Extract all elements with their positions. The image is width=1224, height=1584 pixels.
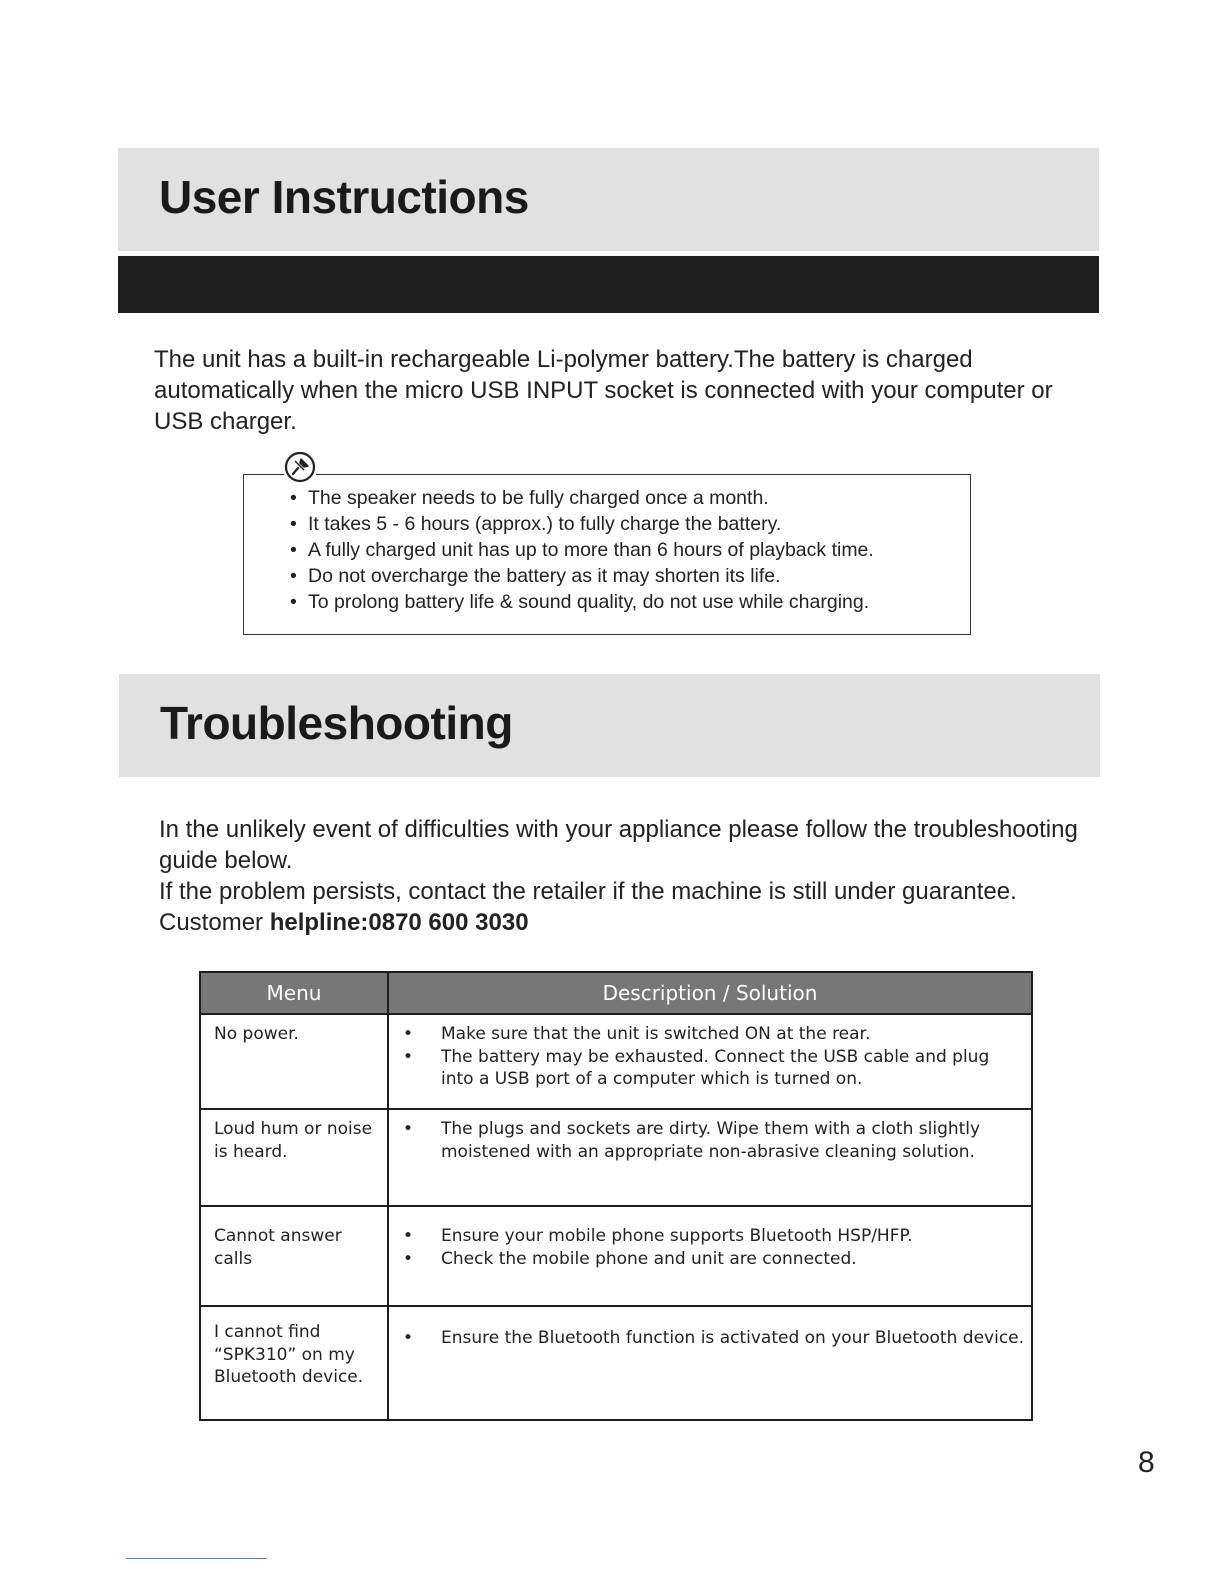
- pin-note-icon: [284, 451, 316, 483]
- intro-line-1: In the unlikely event of difficulties with your appliance please follow the troubleshooting guide below.: [159, 816, 1078, 874]
- table-row: [200, 1206, 1032, 1306]
- row-solution-cell: • Make sure that the unit is switched ON at the rear. • The battery may be exhausted. Connect the USB cable and plug into a USB port of a computer which is turned on.: [388, 1014, 1032, 1109]
- note-item: • Do not overcharge the battery as it may shorten its life.: [290, 565, 781, 587]
- row-menu-cell: Loud hum or noise is heard.: [200, 1109, 388, 1206]
- helpline-line: Customer helpline:0870 600 3030: [159, 909, 529, 936]
- page-number: 8: [1138, 1446, 1155, 1479]
- table-row: [200, 1014, 1032, 1109]
- note-item: • A fully charged unit has up to more than 6 hours of playback time.: [290, 539, 874, 561]
- troubleshooting-title: Troubleshooting: [160, 697, 513, 749]
- row-menu-cell: No power.: [200, 1014, 388, 1109]
- intro-line-2: If the problem persists, contact the retailer if the machine is still under guarantee.: [159, 878, 1017, 905]
- troubleshooting-intro: [159, 814, 1119, 938]
- troubleshooting-header: [119, 674, 1100, 777]
- header-description: Description / Solution: [388, 972, 1032, 1014]
- helpline-number: helpline:0870 600 3030: [269, 909, 529, 936]
- notes-list: [290, 485, 874, 615]
- user-instructions-header: [118, 148, 1099, 251]
- battery-paragraph: The unit has a built-in rechargeable Li-polymer battery.The battery is charged automatically when the micro USB INPUT socket is connected with your computer or USB charger.: [154, 346, 1053, 435]
- section-divider-bar: [118, 256, 1099, 313]
- header-menu: Menu: [200, 972, 388, 1014]
- footer-rule: [126, 1558, 267, 1559]
- table-row: [200, 1109, 1032, 1206]
- row-solution-cell: • Ensure the Bluetooth function is activated on your Bluetooth device.: [388, 1306, 1032, 1420]
- troubleshooting-table: [199, 971, 1033, 1421]
- user-instructions-title: User Instructions: [159, 171, 529, 223]
- note-item: • It takes 5 - 6 hours (approx.) to fully charge the battery.: [290, 513, 782, 535]
- row-menu-cell: Cannot answer calls: [200, 1206, 388, 1306]
- row-solution-cell: • The plugs and sockets are dirty. Wipe them with a cloth slightly moistened with an appropriate non-abrasive cleaning solution.: [388, 1109, 1032, 1206]
- row-menu-cell: I cannot find “SPK310” on my Bluetooth device.: [200, 1306, 388, 1420]
- row-solution-cell: • Ensure your mobile phone supports Bluetooth HSP/HFP. • Check the mobile phone and unit are connected.: [388, 1206, 1032, 1306]
- note-item: • To prolong battery life & sound quality, do not use while charging.: [290, 591, 870, 613]
- note-item: • The speaker needs to be fully charged once a month.: [290, 487, 769, 509]
- table-row: [200, 1306, 1032, 1420]
